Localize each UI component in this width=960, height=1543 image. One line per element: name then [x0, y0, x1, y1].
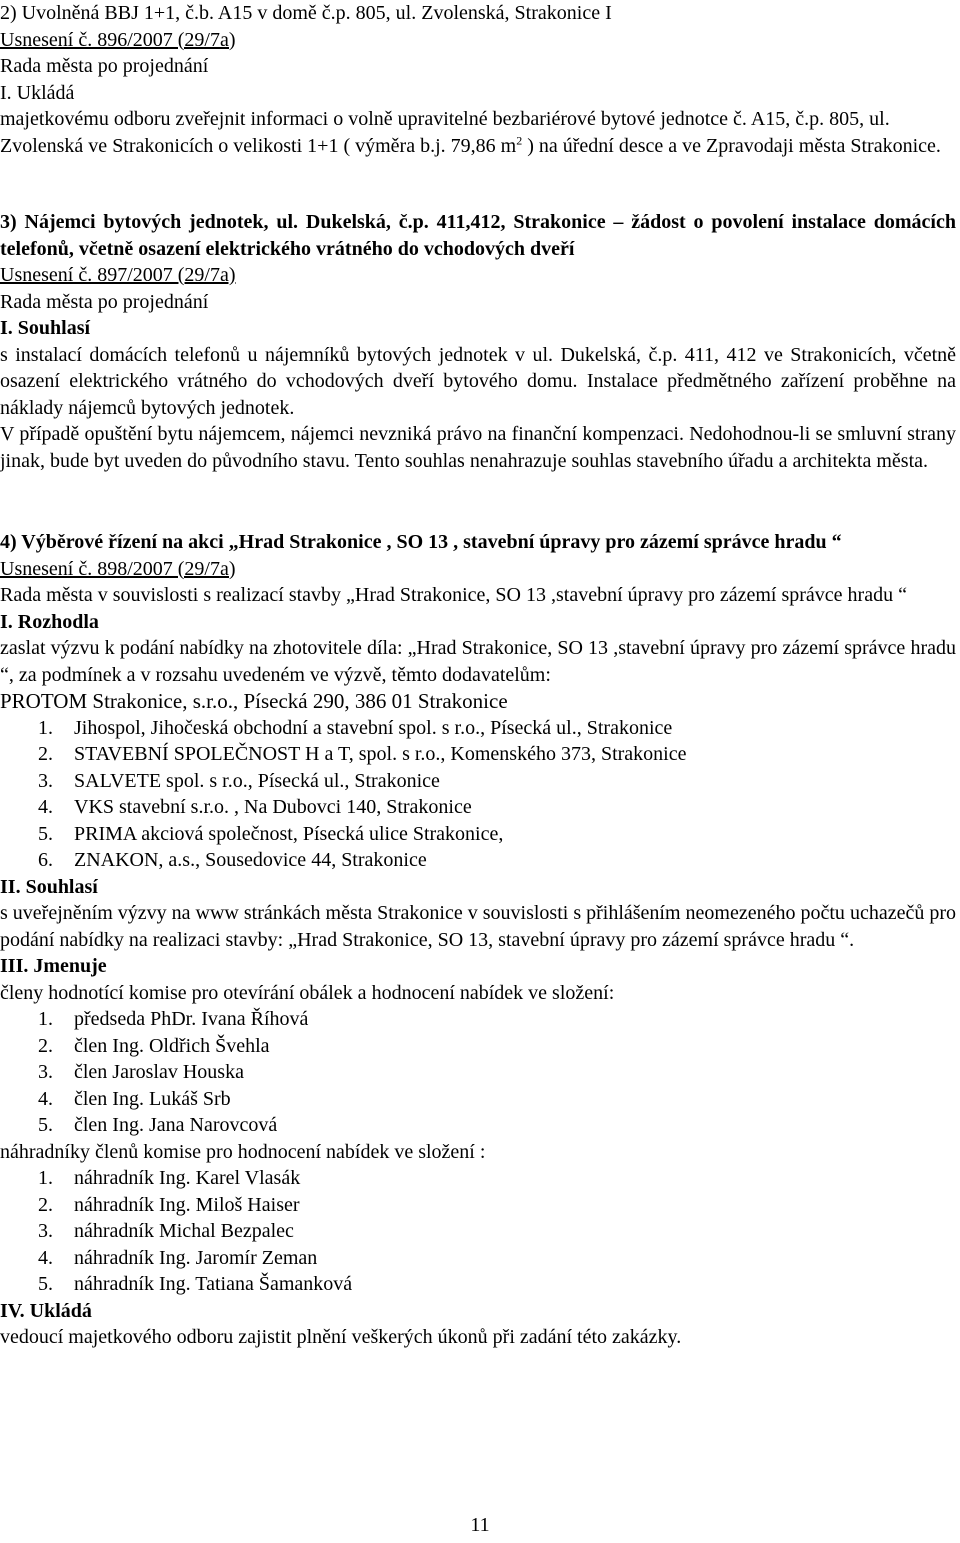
list-item-text: člen Ing. Oldřich Švehla — [74, 1034, 270, 1057]
committee-member-item — [0, 1059, 956, 1086]
section-4-title: 4) Výběrové řízení na akci „Hrad Strakonice , SO 13 , stavební úpravy pro zázemí správce hradu “ — [0, 531, 842, 553]
list-item-text: náhradník Ing. Karel Vlasák — [74, 1167, 301, 1189]
list-item-number: 3. — [38, 1061, 53, 1083]
supplier-item — [0, 821, 956, 848]
supplier-item — [0, 847, 956, 874]
page-number: 11 — [470, 1514, 490, 1536]
list-item-number: 3. — [38, 1220, 53, 1242]
list-item-number: 5. — [38, 1273, 53, 1295]
list-item-number: 4. — [38, 796, 53, 818]
resolution-898: Usnesení č. 898/2007 (29/7a) — [0, 557, 236, 580]
supplier-list — [0, 715, 956, 874]
substitute-item — [0, 1218, 956, 1245]
committee-member-item — [0, 1086, 956, 1113]
list-item-number: 6. — [38, 849, 53, 871]
board-note: Rada města po projednání — [0, 55, 209, 77]
list-item-text: náhradník Ing. Jaromír Zeman — [74, 1246, 318, 1269]
supplier-item — [0, 715, 956, 742]
clause-2-text: s uveřejněním výzvy na www stránkách města Strakonice v souvislosti s přihlášením neomezeného počtu uchazečů pro podání nabídky na realizaci stavby: „Hrad Strakonice, SO 13, stavební úpravy pro zázemí správce hradu “. — [0, 902, 956, 951]
supplier-item — [0, 741, 956, 768]
list-item-number: 2. — [38, 743, 53, 765]
clause-heading: I. Ukládá — [0, 81, 75, 104]
substitute-item — [0, 1165, 956, 1192]
list-item-number: 4. — [38, 1246, 53, 1269]
list-item-text: ZNAKON, a.s., Sousedovice 44, Strakonice — [74, 849, 427, 871]
resolution-896: Usnesení č. 896/2007 (29/7a) — [0, 28, 236, 51]
list-item-text: SALVETE spol. s r.o., Písecká ul., Strakonice — [74, 769, 440, 792]
committee-member-item — [0, 1006, 956, 1033]
clause-4-text: vedoucí majetkového odboru zajistit plnění veškerých úkonů při zadání této zakázky. — [0, 1326, 682, 1348]
list-item-text: člen Ing. Jana Narovcová — [74, 1114, 278, 1136]
section-4 — [0, 529, 956, 1351]
list-item-number: 1. — [38, 1008, 53, 1030]
list-item-number: 4. — [38, 1087, 53, 1110]
list-item-text: náhradník Ing. Miloš Haiser — [74, 1193, 300, 1216]
substitute-item — [0, 1271, 956, 1298]
substitute-list — [0, 1165, 956, 1298]
clause-4-heading: IV. Ukládá — [0, 1299, 92, 1322]
supplier-protom: PROTOM Strakonice, s.r.o., Písecká 290, 386 01 Strakonice — [0, 689, 508, 713]
resolution-897: Usnesení č. 897/2007 (29/7a) — [0, 264, 236, 286]
section-2 — [0, 0, 956, 159]
committee-member-list — [0, 1006, 956, 1139]
substitute-item — [0, 1192, 956, 1219]
clause-3-text: členy hodnotící komise pro otevírání obálek a hodnocení nabídek ve složení: — [0, 981, 615, 1004]
substitutes-intro: náhradníky členů komise pro hodnocení nabídek ve složení : — [0, 1140, 486, 1163]
clause-2-heading: II. Souhlasí — [0, 875, 98, 898]
list-item-text: STAVEBNÍ SPOLEČNOST H a T, spol. s r.o., Komenského 373, Strakonice — [74, 743, 687, 765]
list-item-number: 5. — [38, 1114, 53, 1136]
section-2-title: 2) Uvolněná BBJ 1+1, č.b. A15 v domě č.p. 805, ul. Zvolenská, Strakonice I — [0, 2, 612, 24]
substitute-item — [0, 1245, 956, 1272]
clause-text: majetkovému odboru zveřejnit informaci o volně upravitelné bezbariérové bytové jednotce č. A15, č.p. 805, ul. Zvolenská ve Strakonicích o velikosti 1+1 ( výměra b.j. 79,86 $m^2$ ) na úřední desce a ve Zpravodaji města Strakonice. — [0, 108, 941, 157]
committee-member-item — [0, 1112, 956, 1139]
supplier-item — [0, 794, 956, 821]
board-note: Rada města po projednání — [0, 290, 209, 313]
clause-text-2: V případě opuštění bytu nájemcem, nájemci nevzniká právo na finanční kompenzaci. Nedohodnou-li se smluvní strany jinak, bude byt uveden do původního stavu. Tento souhlas nenahrazuje souhlas stavebního úřadu a architekta města. — [0, 423, 956, 472]
board-note: Rada města v souvislosti s realizací stavby „Hrad Strakonice, SO 13 ,stavební úpravy pro zázemí správce hradu “ — [0, 584, 907, 606]
list-item-number: 2. — [38, 1034, 53, 1057]
clause-heading: I. Souhlasí — [0, 317, 91, 339]
committee-member-item — [0, 1033, 956, 1060]
section-3-title: 3) Nájemci bytových jednotek, ul. Dukelská, č.p. 411,412, Strakonice – žádost o povolení instalace domácích telefonů, včetně osazení elektrického vrátného do vchodových dveří — [0, 211, 956, 260]
list-item-number: 3. — [38, 769, 53, 792]
list-item-text: PRIMA akciová společnost, Písecká ulice Strakonice, — [74, 822, 504, 845]
list-item-text: VKS stavební s.r.o. , Na Dubovci 140, Strakonice — [74, 796, 472, 818]
clause-1-text: zaslat výzvu k podání nabídky na zhotovitele díla: „Hrad Strakonice, SO 13 ,stavební úpravy pro zázemí správce hradu “, za podmínek a v rozsahu uvedeném ve výzvě, těmto dodavatelům: — [0, 637, 956, 686]
list-item-text: člen Ing. Lukáš Srb — [74, 1087, 231, 1110]
list-item-number: 1. — [38, 716, 53, 739]
list-item-text: náhradník Ing. Tatiana Šamanková — [74, 1273, 353, 1295]
list-item-text: náhradník Michal Bezpalec — [74, 1220, 294, 1242]
clause-1-heading: I. Rozhodla — [0, 610, 99, 633]
list-item-text: člen Jaroslav Houska — [74, 1061, 244, 1083]
list-item-number: 5. — [38, 822, 53, 845]
list-item-number: 2. — [38, 1193, 53, 1216]
list-item-text: předseda PhDr. Ivana Říhová — [74, 1008, 309, 1030]
list-item-text: Jihospol, Jihočeská obchodní a stavební spol. s r.o., Písecká ul., Strakonice — [74, 716, 673, 739]
list-item-number: 1. — [38, 1167, 53, 1189]
supplier-item — [0, 768, 956, 795]
clause-3-heading: III. Jmenuje — [0, 955, 107, 977]
clause-text: s instalací domácích telefonů u nájemníků bytových jednotek v ul. Dukelská, č.p. 411, 412 ve Strakonicích, včetně osazení elektrického vrátného do vchodových dveří bytového domu. Instalace předmětného zařízení proběhne na náklady nájemců bytových jednotek. — [0, 343, 956, 419]
section-3 — [0, 209, 956, 474]
